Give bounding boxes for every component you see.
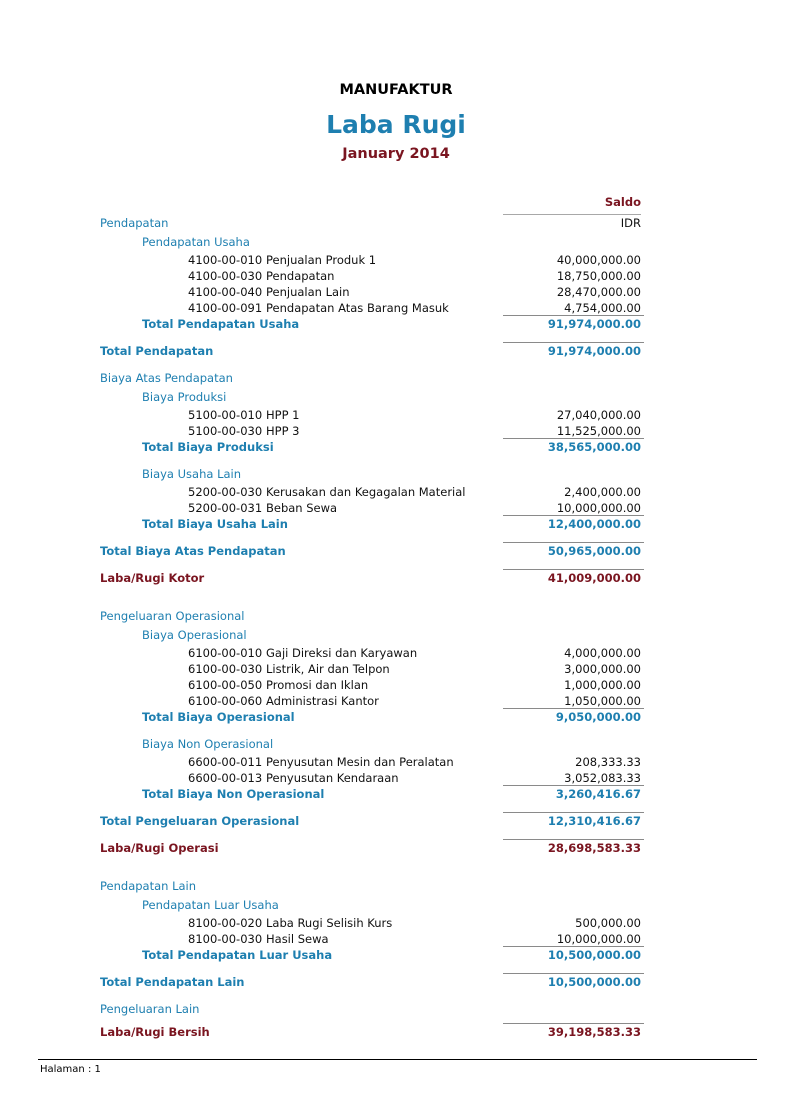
- group-total-amount: 3,260,416.67: [555, 787, 641, 801]
- section-header: [0, 371, 792, 386]
- account-row: [0, 301, 792, 316]
- group-label: Pendapatan Luar Usaha: [142, 898, 279, 912]
- profit-row-net: [0, 1025, 792, 1040]
- section-total-label: Total Pendapatan: [100, 344, 214, 358]
- group-total-amount: 38,565,000.00: [547, 440, 641, 454]
- account-name: Penyusutan Kendaraan: [266, 771, 399, 785]
- profit-rule: [503, 1023, 644, 1024]
- account-code: 5100-00-030: [188, 424, 263, 438]
- section-label: Pendapatan: [100, 216, 169, 230]
- account-name: HPP 1: [266, 408, 300, 422]
- group-label: Pendapatan Usaha: [142, 235, 250, 249]
- account-amount: 27,040,000.00: [556, 408, 641, 422]
- account-row: [0, 755, 792, 770]
- total-rule: [503, 542, 644, 543]
- profit-row-gross: [0, 571, 792, 586]
- total-rule: [503, 973, 644, 974]
- section-total-row: [0, 975, 792, 990]
- account-code: 6100-00-010: [188, 646, 263, 660]
- section-total-amount: 91,974,000.00: [547, 344, 641, 358]
- column-header-saldo: Saldo: [604, 195, 641, 209]
- group-total-row: [0, 517, 792, 532]
- account-name: Penjualan Lain: [266, 285, 350, 299]
- account-name: Listrik, Air dan Telpon: [266, 662, 390, 676]
- account-row: [0, 285, 792, 300]
- section-total-amount: 12,310,416.67: [547, 814, 641, 828]
- group-total-amount: 9,050,000.00: [555, 710, 641, 724]
- group-header: [0, 898, 792, 913]
- account-name: HPP 3: [266, 424, 300, 438]
- section-total-amount: 10,500,000.00: [547, 975, 641, 989]
- page-number: Halaman : 1: [40, 1064, 101, 1075]
- account-row: [0, 269, 792, 284]
- account-row: [0, 678, 792, 693]
- account-code: 8100-00-030: [188, 932, 263, 946]
- account-row: [0, 662, 792, 677]
- account-row: [0, 424, 792, 439]
- group-total-label: Total Pendapatan Usaha: [142, 317, 300, 331]
- section-label: Biaya Atas Pendapatan: [100, 371, 233, 385]
- section-header: [0, 609, 792, 624]
- company-name: MANUFAKTUR: [339, 82, 453, 98]
- account-row: [0, 771, 792, 786]
- account-name: Kerusakan dan Kegagalan Material: [266, 485, 466, 499]
- section-header: [0, 879, 792, 894]
- group-total-amount: 91,974,000.00: [547, 317, 641, 331]
- account-code: 8100-00-020: [188, 916, 263, 930]
- account-code: 6600-00-013: [188, 771, 263, 785]
- profit-amount: 41,009,000.00: [547, 571, 641, 585]
- group-total-row: [0, 710, 792, 725]
- profit-rule: [503, 569, 644, 570]
- report-title: Laba Rugi: [326, 110, 466, 139]
- section-label: Pengeluaran Operasional: [100, 609, 245, 623]
- account-name: Penyusutan Mesin dan Peralatan: [266, 755, 454, 769]
- subtotal-rule: [503, 515, 644, 516]
- section-total-row: [0, 344, 792, 359]
- section-total-label: Total Pengeluaran Operasional: [100, 814, 300, 828]
- section-total-row: [0, 544, 792, 559]
- account-code: 6100-00-050: [188, 678, 263, 692]
- account-code: 5200-00-031: [188, 501, 263, 515]
- section-label: Pengeluaran Lain: [100, 1002, 200, 1016]
- column-header-divider: [503, 214, 641, 215]
- profit-label: Laba/Rugi Bersih: [100, 1025, 210, 1039]
- group-total-row: [0, 440, 792, 455]
- account-name: Hasil Sewa: [266, 932, 329, 946]
- report-period: January 2014: [342, 146, 450, 162]
- profit-amount: 39,198,583.33: [547, 1025, 641, 1039]
- section-total-row: [0, 814, 792, 829]
- subtotal-rule: [503, 785, 644, 786]
- total-rule: [503, 342, 644, 343]
- account-code: 4100-00-091: [188, 301, 263, 315]
- section-header: [0, 1002, 792, 1017]
- account-code: 4100-00-030: [188, 269, 263, 283]
- group-label: Biaya Produksi: [142, 390, 227, 404]
- account-row: [0, 646, 792, 661]
- account-row: [0, 253, 792, 268]
- account-code: 5100-00-010: [188, 408, 263, 422]
- account-amount: 18,750,000.00: [556, 269, 641, 283]
- profit-rule: [503, 839, 644, 840]
- account-row: [0, 916, 792, 931]
- account-amount: 40,000,000.00: [556, 253, 641, 267]
- group-header: [0, 628, 792, 643]
- section-total-amount: 50,965,000.00: [547, 544, 641, 558]
- group-total-amount: 10,500,000.00: [547, 948, 641, 962]
- group-header: [0, 737, 792, 752]
- group-label: Biaya Usaha Lain: [142, 467, 242, 481]
- section-total-label: Total Biaya Atas Pendapatan: [100, 544, 286, 558]
- account-code: 4100-00-010: [188, 253, 263, 267]
- group-total-label: Total Biaya Operasional: [142, 710, 295, 724]
- account-name: Laba Rugi Selisih Kurs: [266, 916, 393, 930]
- account-row: [0, 932, 792, 947]
- profit-row-operating: [0, 841, 792, 856]
- account-amount: 2,400,000.00: [564, 485, 641, 499]
- account-name: Pendapatan: [266, 269, 335, 283]
- group-label: Biaya Operasional: [142, 628, 247, 642]
- account-row: [0, 408, 792, 423]
- account-amount: 4,000,000.00: [564, 646, 641, 660]
- account-name: Promosi dan Iklan: [266, 678, 369, 692]
- subtotal-rule: [503, 438, 644, 439]
- group-header: [0, 390, 792, 405]
- account-name: Pendapatan Atas Barang Masuk: [266, 301, 449, 315]
- group-header: [0, 235, 792, 250]
- account-amount: 3,000,000.00: [564, 662, 641, 676]
- total-rule: [503, 812, 644, 813]
- group-total-row: [0, 317, 792, 332]
- profit-label: Laba/Rugi Kotor: [100, 571, 205, 585]
- account-name: Penjualan Produk 1: [266, 253, 377, 267]
- account-name: Administrasi Kantor: [266, 694, 379, 708]
- group-total-label: Total Pendapatan Luar Usaha: [142, 948, 333, 962]
- account-amount: 3,052,083.33: [564, 771, 641, 785]
- account-row: [0, 501, 792, 516]
- account-amount: 500,000.00: [575, 916, 641, 930]
- group-total-amount: 12,400,000.00: [547, 517, 641, 531]
- account-code: 5200-00-030: [188, 485, 263, 499]
- group-header: [0, 467, 792, 482]
- group-label: Biaya Non Operasional: [142, 737, 274, 751]
- section-label: Pendapatan Lain: [100, 879, 197, 893]
- account-amount: 208,333.33: [575, 755, 641, 769]
- account-amount: 1,050,000.00: [564, 694, 641, 708]
- account-amount: 28,470,000.00: [556, 285, 641, 299]
- footer-divider: [38, 1059, 757, 1060]
- subtotal-rule: [503, 315, 644, 316]
- group-total-label: Total Biaya Produksi: [142, 440, 274, 454]
- account-code: 6600-00-011: [188, 755, 263, 769]
- account-code: 4100-00-040: [188, 285, 263, 299]
- group-total-row: [0, 948, 792, 963]
- section-total-label: Total Pendapatan Lain: [100, 975, 245, 989]
- section-header: [0, 216, 792, 231]
- account-name: Beban Sewa: [266, 501, 338, 515]
- group-total-label: Total Biaya Usaha Lain: [142, 517, 288, 531]
- profit-amount: 28,698,583.33: [547, 841, 641, 855]
- account-amount: 1,000,000.00: [564, 678, 641, 692]
- account-row: [0, 485, 792, 500]
- account-amount: 4,754,000.00: [564, 301, 641, 315]
- account-row: [0, 694, 792, 709]
- currency-label: IDR: [620, 216, 641, 230]
- account-amount: 11,525,000.00: [556, 424, 641, 438]
- account-amount: 10,000,000.00: [556, 932, 641, 946]
- account-amount: 10,000,000.00: [556, 501, 641, 515]
- account-code: 6100-00-030: [188, 662, 263, 676]
- subtotal-rule: [503, 946, 644, 947]
- account-name: Gaji Direksi dan Karyawan: [266, 646, 418, 660]
- group-total-row: [0, 787, 792, 802]
- subtotal-rule: [503, 708, 644, 709]
- profit-label: Laba/Rugi Operasi: [100, 841, 219, 855]
- account-code: 6100-00-060: [188, 694, 263, 708]
- group-total-label: Total Biaya Non Operasional: [142, 787, 325, 801]
